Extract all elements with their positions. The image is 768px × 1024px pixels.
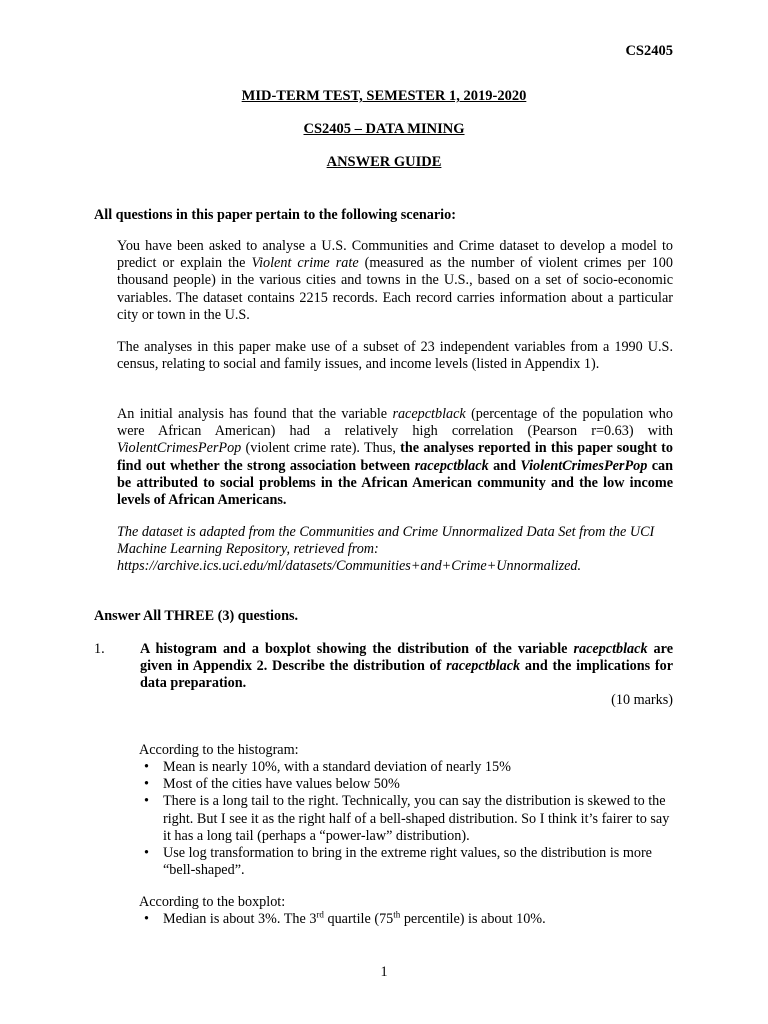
dataset-source-note: The dataset is adapted from the Communities and Crime Unnormalized Data Set from the UCI Machine Learning Repository, retrieved from: https://archive.ics.uci.edu/ml/datasets/Communities+and+Crime+Unnormalized. (117, 524, 655, 575)
p3-text-b: (percentage of the population who were African American) had a relatively high correlation (Pearson r=0.63) with (117, 406, 673, 440)
histogram-heading: According to the histogram: (139, 742, 299, 758)
q1-text-c: and the implications for data preparation. (140, 658, 673, 692)
p1-text-a: You have been asked to analyse a U.S. Communities and Crime dataset to develop a model to predict or explain the (117, 238, 673, 272)
page-number: 1 (380, 964, 388, 980)
scenario-paragraph-2: The analyses in this paper make use of a subset of 23 independent variables from a 1990 U.S. census, relating to social and family issues, and income levels (listed in Appendix 1). (117, 339, 673, 373)
list-item (139, 911, 679, 928)
bullet-text (163, 911, 679, 928)
median-text-c: percentile) is about 10%. (400, 911, 546, 927)
list-item (139, 845, 679, 879)
var-racepctblack: racepctblack (392, 406, 466, 422)
course-code: CS2405 (625, 43, 673, 59)
bullet-text: There is a long tail to the right. Technically, you can say the distribution is skewed to the right. But I see it as the right half of a bell-shaped distribution. So I think it’s fairer to say it has a long tail (perhaps a “power-law” distribution). (163, 793, 670, 844)
scenario-intro: All questions in this paper pertain to the following scenario: (94, 207, 456, 223)
course-title: CS2405 – DATA MINING (303, 121, 465, 137)
question-1-text (140, 641, 673, 693)
bullet-icon: • (144, 911, 149, 927)
median-text-a: Median is about 3%. The 3 (163, 911, 317, 927)
p1-text-b: (measured as the number of violent crimes per 100 thousand people) in the various cities and towns in the U.S., based on a set of socio-economic variables. The dataset contains 2215 records. Each record carries information about a particular city or town in the U.S. (117, 255, 673, 323)
bullet-text: Most of the cities have values below 50% (163, 776, 400, 793)
question-marks: (10 marks) (611, 692, 673, 708)
p3-bold-var-violentcrimes: ViolentCrimesPerPop (520, 457, 648, 474)
p3-bold-c: can be attributed to social problems in the African American community and the low income levels of African Americans. (117, 457, 673, 509)
p3-bold-a: the analyses reported in this paper sought to find out whether the strong association between (117, 440, 673, 474)
scenario-paragraph-3 (117, 406, 673, 509)
median-text-b: quartile (75 (323, 911, 394, 927)
list-item (139, 776, 679, 793)
bullet-icon: • (144, 776, 149, 793)
violent-crime-rate-term: Violent crime rate (251, 255, 359, 272)
q1-text-b: are given in Appendix 2. Describe the distribution of (140, 641, 673, 675)
q1-var-racepctblack-2: racepctblack (446, 658, 521, 675)
ordinal-suffix-th: th (393, 909, 401, 920)
scenario-paragraph-1 (117, 238, 673, 324)
histogram-bullet-list (139, 759, 679, 879)
answer-guide-title: ANSWER GUIDE (326, 154, 442, 170)
bullet-icon: • (144, 793, 149, 810)
bullet-icon: • (144, 759, 149, 775)
question-number: 1. (94, 641, 105, 657)
var-violentcrimesperpop: ViolentCrimesPerPop (117, 440, 242, 457)
bullet-text: Use log transformation to bring in the extreme right values, so the distribution is more “bell-shaped”. (163, 845, 652, 879)
p3-bold-var-racepctblack: racepctblack (414, 457, 489, 474)
bullet-icon: • (144, 845, 149, 862)
ordinal-suffix-rd: rd (316, 909, 324, 920)
p3-text-c: (violent crime rate). Thus, (241, 440, 401, 457)
answer-all-instruction: Answer All THREE (3) questions. (94, 608, 299, 624)
boxplot-bullet-list (139, 911, 679, 928)
p3-bold-b: and (488, 457, 521, 474)
list-item (139, 793, 679, 845)
bullet-text: Mean is nearly 10%, with a standard deviation of nearly 15% (163, 759, 511, 775)
list-item (139, 759, 679, 776)
q1-var-racepctblack-1: racepctblack (573, 641, 648, 657)
p3-text-a: An initial analysis has found that the variable (117, 406, 393, 422)
boxplot-heading: According to the boxplot: (139, 894, 286, 910)
test-title: MID-TERM TEST, SEMESTER 1, 2019-2020 (241, 88, 527, 104)
q1-text-a: A histogram and a boxplot showing the distribution of the variable (140, 641, 574, 657)
